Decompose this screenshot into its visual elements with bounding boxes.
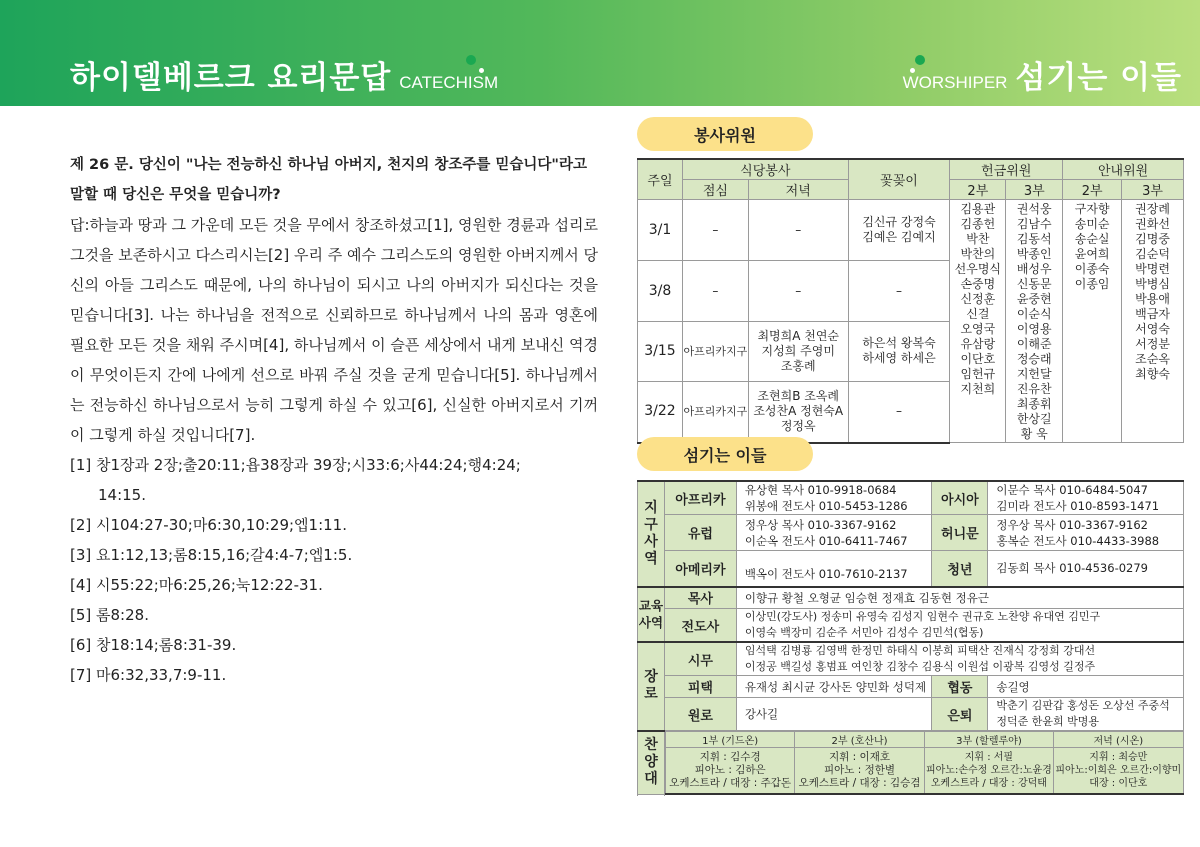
name-entry: 손중명 [960, 277, 996, 291]
choir-details: 지휘 : 최승만 피아노:이희은 오르간:이향미 대장 : 이단호 [1054, 748, 1183, 794]
choir-name: 2부 (호산나) [795, 732, 924, 748]
district-people: 이문수 목사 010-6484-5047 김미라 전도사 010-8593-1471 [988, 481, 1184, 515]
name-entry: 지헌달 [1016, 367, 1052, 381]
name-entry: 서정분 [1135, 337, 1170, 351]
lunch-cell: 아프리카지구 [682, 322, 748, 382]
header-dinner: 저녁 [748, 180, 848, 200]
elder-role-emeritus: 원로 [664, 698, 736, 731]
reference-item: [6] 창18:14;롬8:31-39. [70, 636, 237, 654]
name-entry: 백금자 [1135, 307, 1170, 321]
reference-item-continued: 14:15. [98, 486, 146, 504]
date-cell: 3/15 [638, 322, 683, 382]
reference-item: [5] 롬8:28. [70, 606, 149, 624]
name-entry: 박종인 [1016, 247, 1052, 261]
district-name: 아메리카 [664, 551, 736, 587]
edu-role: 목사 [664, 587, 736, 609]
elder-assoc-list: 송길영 [988, 676, 1184, 698]
decor-dot-large [466, 55, 476, 65]
header-usher-2: 2부 [1063, 180, 1122, 200]
catechism-en-label: CATECHISM [399, 73, 499, 92]
name-entry: 오영국 [960, 322, 996, 336]
name-entry: 김종헌 [960, 217, 996, 231]
header-offering-2: 2부 [950, 180, 1006, 200]
catechism-heading [70, 52, 498, 97]
edu-group-label: 교육 사역 [638, 587, 665, 643]
header-usher-3: 3부 [1122, 180, 1184, 200]
offering-2-list [950, 200, 1006, 443]
dinner-cell: – [748, 261, 848, 322]
name-entry: 이단호 [960, 352, 996, 366]
elder-elect-list: 유재성 최시균 강사돈 양민화 성덕제 [736, 676, 932, 698]
catechism-answer: 답:하늘과 땅과 그 가운데 모든 것을 무에서 창조하셨고[1], 영원한 경륜과 섭리로 그것을 보존하시고 다스리시는[2] 우리 주 예수 그리스도의 영원한 아버지께서 당신의 아들 그리스도 때문에, 나의 하나님이 되시고 나의 아버지가 되신다는 것을 믿습니다[3]. 나는 하나님을 전적으로 신뢰하므로 하나님께서 나의 몸과 영혼에 필요한 모든 것을 채워 주시며[4], 하나님께서 이 슬픈 세상에서 내게 보내신 역경이 무엇이든지 간에 나에게 선으로 바꿔 주실 것을 굳게 믿습니다[5]. 하나님께서는 전능하신 하나님으로서 능히 그렇게 하실 수 있고[6], 신실한 아버지로서 기꺼이 그렇게 하실 것입니다[7]. [70, 216, 598, 444]
service-section-title: 봉사위원 [637, 117, 813, 151]
name-entry: 최종휘 [1016, 397, 1052, 411]
dinner-cell: – [748, 200, 848, 261]
district-people: 정우상 목사 010-3367-9162 이순옥 전도사 010-6411-7467 [736, 515, 932, 551]
reference-item: [1] 창1장과 2장;출20:11;욥38장과 39장;시33:6;사44:24;행4:24; [70, 456, 521, 474]
flower-cell: 김신규 강정숙 김예은 김예지 [848, 200, 950, 261]
date-cell: 3/8 [638, 261, 683, 322]
reference-item: [3] 요1:12,13;롬8:15,16;갈4:4-7;엡1:5. [70, 546, 353, 564]
name-entry: 이영용 [1016, 322, 1052, 336]
usher-3-list [1122, 200, 1184, 443]
district-name: 아프리카 [664, 481, 736, 515]
choir-name: 3부 (할렐루야) [924, 732, 1053, 748]
name-entry: 송미순 [1074, 217, 1110, 231]
edu-people: 이상민(강도사) 정송미 유영숙 김성지 임현수 권규호 노찬양 유대연 김민구 이영숙 백장미 김순주 서민아 김성수 김민석(협동) [736, 609, 1183, 643]
date-cell: 3/1 [638, 200, 683, 261]
header-date: 주일 [638, 159, 683, 200]
decor-dot-small [479, 68, 484, 73]
flower-cell: – [848, 261, 950, 322]
header-banner [0, 0, 1200, 106]
dinner-cell: 조현희B 조옥례 조성찬A 정현숙A 정정옥 [748, 381, 848, 442]
flower-cell: – [848, 381, 950, 442]
name-entry: 유삼랑 [960, 337, 996, 351]
reference-item: [4] 시55:22;마6:25,26;눅12:22-31. [70, 576, 323, 594]
district-name: 아시아 [932, 481, 988, 515]
name-entry: 김순덕 [1135, 247, 1170, 261]
district-group-label: 지 구 사 역 [638, 481, 665, 587]
elder-role-retired: 은퇴 [932, 698, 988, 731]
name-entry: 권장례 [1135, 202, 1170, 216]
name-entry: 한상길 [1016, 412, 1052, 426]
name-entry: 박용애 [1135, 292, 1170, 306]
choir-name: 저녁 (시온) [1054, 732, 1183, 748]
name-entry: 선우명식 [954, 262, 1002, 276]
catechism-body [70, 150, 598, 690]
choir-group-label: 찬 양 대 [638, 731, 665, 795]
name-entry: 송순실 [1074, 232, 1110, 246]
decor-dot-large-right [915, 55, 925, 65]
catechism-title: 하이델베르크 요리문답 [70, 60, 392, 96]
header-offering: 헌금위원 [950, 159, 1063, 180]
name-entry: 박찬의 [960, 247, 996, 261]
name-entry: 진유찬 [1016, 382, 1052, 396]
name-entry: 박찬 [966, 232, 990, 246]
name-entry: 이순식 [1016, 307, 1052, 321]
name-entry: 박병심 [1135, 277, 1170, 291]
name-entry: 신걸 [966, 307, 990, 321]
district-name: 유럽 [664, 515, 736, 551]
worshipers-table [637, 480, 1184, 795]
choir-details: 지휘 : 이재호 피아노 : 정한별 오케스트라 / 대장 : 김승겸 [795, 748, 924, 794]
name-entry: 권석웅 [1016, 202, 1052, 216]
name-entry: 이해준 [1016, 337, 1052, 351]
name-entry: 조순옥 [1135, 352, 1170, 366]
name-entry: 최향숙 [1135, 367, 1170, 381]
choir-name: 1부 (기드온) [665, 732, 794, 748]
name-entry: 이종임 [1074, 277, 1110, 291]
date-cell: 3/22 [638, 381, 683, 442]
flower-cell: 하은석 왕복숙 하세영 하세은 [848, 322, 950, 382]
worshiper-en-label: WORSHIPER [902, 73, 1008, 92]
worshipers-section-title: 섬기는 이들 [637, 437, 813, 471]
name-entry: 정승래 [1016, 352, 1052, 366]
name-entry: 김용관 [960, 202, 996, 216]
name-entry: 윤여희 [1074, 247, 1110, 261]
lunch-cell: – [682, 200, 748, 261]
catechism-question: 제 26 문. 당신이 "나는 전능하신 하나님 아버지, 천지의 창조주를 믿습니다"라고 말할 때 당신은 무엇을 믿습니까? [70, 157, 587, 203]
name-entry: 김동석 [1016, 232, 1052, 246]
name-entry: 서영숙 [1135, 322, 1170, 336]
name-entry: 신정훈 [960, 292, 996, 306]
name-entry: 황 욱 [1020, 427, 1048, 441]
service-table [637, 158, 1184, 444]
header-flower: 꽃꽂이 [848, 159, 950, 200]
district-name: 허니문 [932, 515, 988, 551]
district-people: 백옥이 전도사 010-7610-2137 [736, 551, 932, 587]
offering-3-list [1006, 200, 1063, 443]
usher-2-list [1063, 200, 1122, 443]
district-people: 정우상 목사 010-3367-9162 홍복순 전도사 010-4433-3988 [988, 515, 1184, 551]
name-entry: 신동문 [1016, 277, 1052, 291]
reference-item: [2] 시104:27-30;마6:30,10:29;엡1:11. [70, 516, 347, 534]
elder-role-assoc: 협동 [932, 676, 988, 698]
elder-active-list: 임석택 김병룡 김영백 한정민 하태식 이봉희 피택산 진재식 강정희 강대선 이정공 백길성 홍범표 여인창 김창수 김용식 이원섭 이광복 김영성 길정주 [736, 642, 1183, 676]
name-entry: 권화선 [1135, 217, 1170, 231]
name-entry: 임헌규 [960, 367, 996, 381]
name-entry: 이종숙 [1074, 262, 1110, 276]
name-entry: 배성우 [1016, 262, 1052, 276]
worshiper-heading [895, 52, 1182, 97]
name-entry: 김명중 [1135, 232, 1170, 246]
district-people: 유상현 목사 010-9918-0684 위봉애 전도사 010-5453-1286 [736, 481, 932, 515]
name-entry: 박명련 [1135, 262, 1170, 276]
dinner-cell: 최명희A 천연순 지성희 주영미 조홍례 [748, 322, 848, 382]
decor-dot-small-right [910, 68, 915, 73]
worshiper-title: 섬기는 이들 [1015, 60, 1182, 96]
header-offering-3: 3부 [1006, 180, 1063, 200]
district-name: 청년 [932, 551, 988, 587]
name-entry: 지천희 [960, 382, 996, 396]
district-people: 김동희 목사 010-4536-0279 [988, 551, 1184, 587]
edu-role: 전도사 [664, 609, 736, 643]
choir-details: 지휘 : 김수경 피아노 : 김하은 오케스트라 / 대장 : 주갑돈 [665, 748, 794, 794]
elder-role-active: 시무 [664, 642, 736, 676]
reference-item: [7] 마6:32,33,7:9-11. [70, 666, 227, 684]
name-entry: 윤중현 [1016, 292, 1052, 306]
elder-role-elect: 피택 [664, 676, 736, 698]
elder-group-label: 장 로 [638, 642, 665, 731]
header-cafeteria: 식당봉사 [682, 159, 848, 180]
elder-emeritus-list: 강사길 [736, 698, 932, 731]
reference-list [70, 450, 598, 690]
lunch-cell: 아프리카지구 [682, 381, 748, 442]
header-usher: 안내위원 [1063, 159, 1184, 180]
lunch-cell: – [682, 261, 748, 322]
choir-details: 지휘 : 서필 피아노:손수정 오르간:노윤경 오케스트라 / 대장 : 강덕태 [924, 748, 1053, 794]
header-lunch: 점심 [682, 180, 748, 200]
name-entry: 구자향 [1074, 202, 1110, 216]
choir-table [665, 731, 1184, 795]
name-entry: 김남수 [1016, 217, 1052, 231]
elder-retired-list: 박춘기 김판갑 홍성돈 오상선 주중석 정덕준 한윤희 박명용 [988, 698, 1184, 731]
edu-people: 이향규 황철 오형균 임승현 정재효 김동현 정유근 [736, 587, 1183, 609]
